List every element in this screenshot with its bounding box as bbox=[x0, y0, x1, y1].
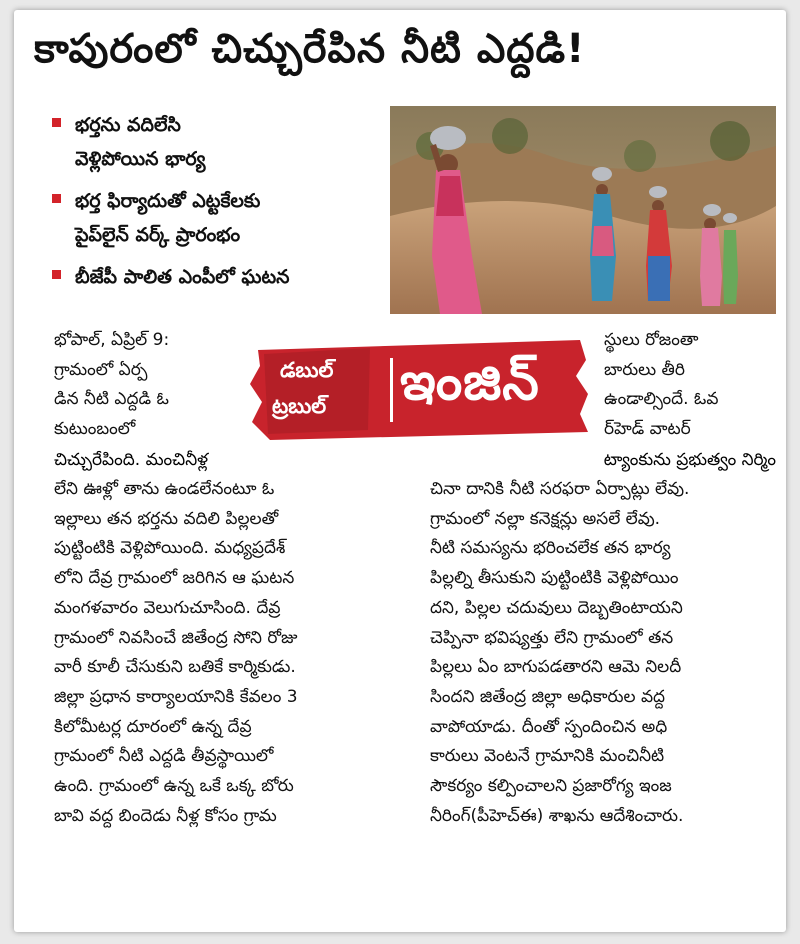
article-line: దని, పిల్లల చదువులు దెబ్బతింటాయని bbox=[430, 597, 683, 618]
article-line: ర్‌హెడ్ వాటర్ bbox=[604, 419, 691, 440]
article-line: నీరింగ్(పీహెచ్‌ఈ) శాఖను ఆదేశించారు. bbox=[430, 805, 684, 826]
highlight-bullets bbox=[52, 108, 392, 302]
article-line: వాపోయాడు. దీంతో స్పందించిన అధి bbox=[430, 716, 668, 737]
article-line: స్థులు రోజంతా bbox=[604, 330, 699, 350]
banner-line-double: డబుల్ bbox=[280, 358, 334, 382]
banner-divider bbox=[390, 358, 393, 422]
article-line: కిలోమీటర్ల దూరంలో ఉన్న దేవ్ర bbox=[54, 716, 252, 737]
article-line: లోని దేవ్ర గ్రామంలో జరిగిన ఆ ఘటన bbox=[54, 568, 295, 589]
article-left-top bbox=[54, 326, 226, 445]
article-line: గ్రామంలో నీటి ఎద్దడి తీవ్రస్థాయిలో bbox=[54, 746, 274, 767]
headline: కాపురంలో చిచ్చురేపిన నీటి ఎద్దడి! bbox=[34, 26, 586, 72]
article-line: జిల్లా ప్రధాన కార్యాలయానికి కేవలం 3 bbox=[54, 686, 298, 707]
women-carrying-water-photo bbox=[390, 106, 776, 314]
bullet-item bbox=[52, 108, 392, 176]
article-line: చెప్పినా భవిష్యత్తు లేని గ్రామంలో తన bbox=[430, 627, 674, 648]
article-line: చిచ్చురేపింది. మంచినీళ్ల bbox=[54, 450, 209, 470]
article-line: ట్యాంకును ప్రభుత్వం నిర్మిం bbox=[603, 450, 776, 470]
article-line: ఉంది. గ్రామంలో ఉన్న ఒకే ఒక్క బోరు bbox=[54, 776, 294, 797]
article-line: సౌకర్యం కల్పించాలని ప్రజారోగ్య ఇంజ bbox=[430, 776, 672, 797]
article-line: గ్రామంలో నల్లా కనెక్షన్లు అసలే లేవు. bbox=[430, 508, 661, 529]
article-line: బారులు తీరి bbox=[604, 359, 685, 380]
article-line: సిందని జితేంద్ర జిల్లా అధికారుల వద్ద bbox=[430, 686, 666, 707]
article-line: గ్రామంలో నివసించే జితేంద్ర సోని రోజు bbox=[54, 627, 298, 648]
article-line: ఇల్లాలు తన భర్తను వదిలి పిల్లలతో bbox=[54, 508, 279, 529]
article-right-top bbox=[604, 326, 770, 445]
red-square-bullet-icon bbox=[52, 118, 61, 127]
bullet-line: వెళ్లిపోయిన భార్య bbox=[75, 148, 206, 170]
article-line: భోపాల్, ఏప్రిల్ 9: bbox=[54, 330, 170, 350]
banner-line-trouble: ట్రబుల్ bbox=[272, 394, 327, 418]
article-line: మంగళవారం వెలుగుచూసింది. దేవ్ర bbox=[54, 597, 281, 618]
bullet-line: భర్త ఫిర్యాదుతో ఎట్టకేలకు bbox=[75, 190, 261, 212]
article-line: కుటుంబంలో bbox=[54, 419, 136, 440]
banner-engine-word: ఇంజిన్ bbox=[400, 352, 540, 412]
article-left-column bbox=[54, 475, 410, 831]
article-line: డిన నీటి ఎద్దడి ఓ bbox=[54, 389, 169, 410]
article-line: బావి వద్ద బిందెడు నీళ్ల కోసం గ్రామ bbox=[54, 805, 277, 826]
red-square-bullet-icon bbox=[52, 194, 61, 203]
bullet-line: భర్తను వదిలేసి bbox=[75, 114, 181, 136]
bullet-item bbox=[52, 260, 392, 294]
article-line: పిల్లల్ని తీసుకుని పుట్టింటికి వెళ్లిపోయిం bbox=[430, 568, 679, 589]
article-line: వారీ కూలీ చేసుకుని బతికే కార్మికుడు. bbox=[54, 657, 296, 678]
article-line: పిల్లలు ఏం బాగుపడతారని ఆమె నిలదీ bbox=[430, 657, 682, 678]
article-line: నీటి సమస్యను భరించలేక తన భార్య bbox=[430, 538, 671, 559]
red-square-bullet-icon bbox=[52, 270, 61, 279]
article-line: పుట్టింటికి వెళ్లిపోయింది. మధ్యప్రదేశ్ bbox=[54, 538, 286, 559]
bullet-item bbox=[52, 184, 392, 252]
newspaper-clipping bbox=[14, 10, 786, 932]
article-line: ఉండాల్సిందే. ఓవ bbox=[604, 389, 719, 410]
article-line: గ్రామంలో ఏర్ప bbox=[54, 359, 148, 380]
double-engine-banner bbox=[250, 336, 590, 442]
bullet-line: పైప్‌లైన్ వర్క్ ప్రారంభం bbox=[75, 224, 241, 246]
article-right-column bbox=[430, 475, 776, 831]
bullet-line: బీజేపీ పాలిత ఎంపీలో ఘటన bbox=[75, 266, 290, 288]
article-line: లేని ఊళ్లో తాను ఉండలేనంటూ ఓ bbox=[54, 479, 275, 499]
article-line: చినా దానికి నీటి సరఫరా ఏర్పాట్లు లేవు. bbox=[430, 479, 690, 499]
article-line: కారులు వెంటనే గ్రామానికి మంచినీటి bbox=[430, 746, 665, 767]
photo-illustration bbox=[390, 106, 776, 314]
